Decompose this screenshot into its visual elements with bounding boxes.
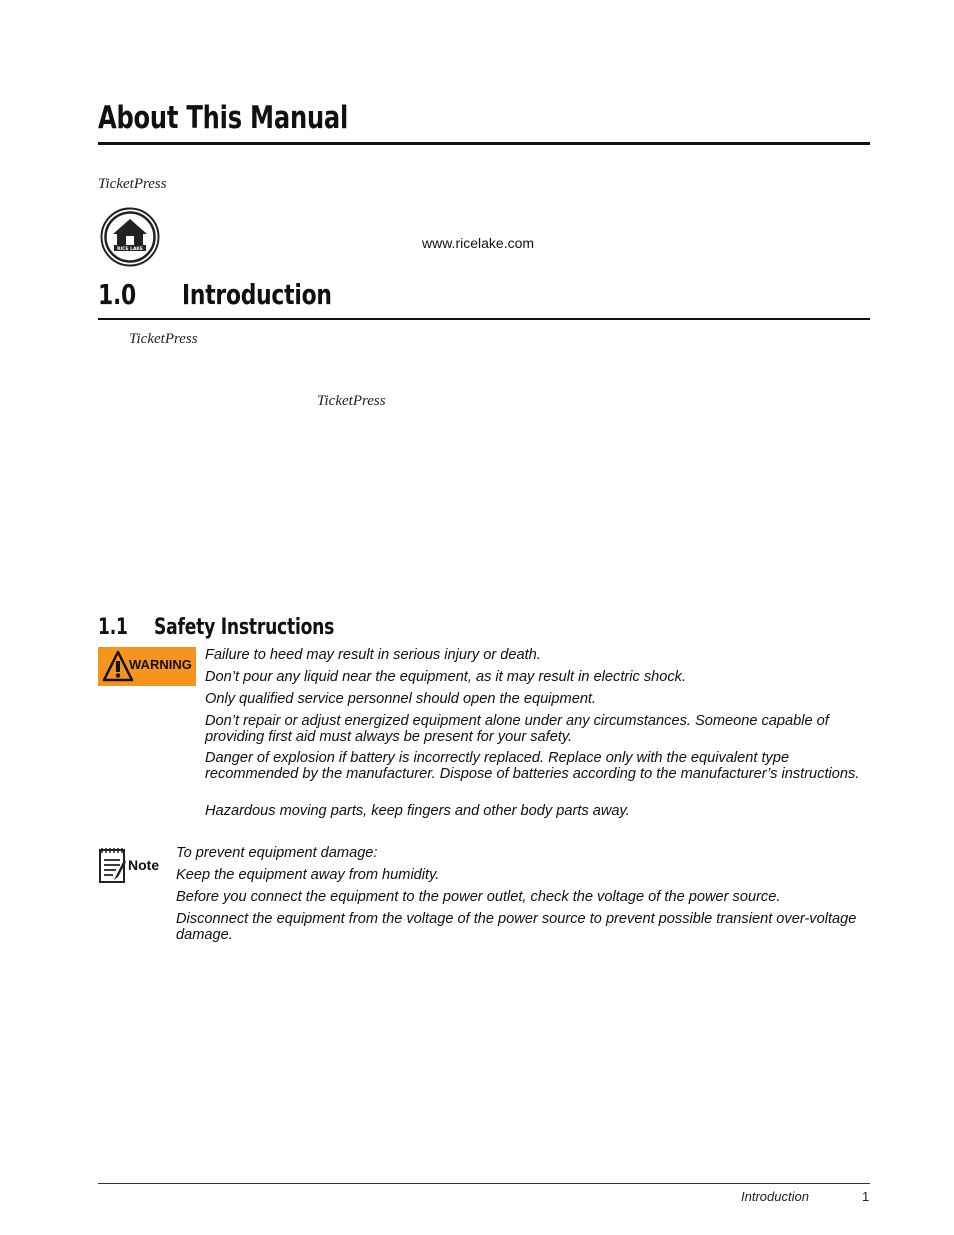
warning-item: Don’t pour any liquid near the equipment, as it may result in electric shock. [205, 669, 687, 685]
about-rule [98, 142, 870, 145]
footer-section-name: Introduction [741, 1189, 809, 1204]
svg-text:RICE LAKE: RICE LAKE [117, 247, 143, 252]
note-item: Disconnect the equipment from the voltage of the power source to prevent possible transient over-voltage damage. [176, 911, 857, 943]
intro-product-name-2: TicketPress [317, 393, 386, 409]
about-heading: About This Manual [98, 100, 349, 136]
footer-rule [98, 1183, 870, 1184]
warning-item: Hazardous moving parts, keep fingers and other body parts away. [205, 803, 630, 819]
page-number: 1 [862, 1189, 870, 1204]
warning-item: Only qualified service personnel should open the equipment. [205, 691, 597, 707]
about-product-name: TicketPress [98, 176, 167, 192]
safety-heading: Safety Instructions [154, 615, 335, 640]
note-label: Note [128, 857, 160, 873]
intro-section-number: 1.0 [98, 278, 136, 311]
warning-item: Failure to heed may result in serious injury or death. [205, 647, 541, 663]
intro-rule [98, 318, 870, 320]
rice-lake-logo [100, 207, 160, 267]
warning-list [205, 648, 873, 820]
warning-badge [98, 647, 196, 686]
warning-label: WARNING [129, 657, 192, 672]
note-item: Before you connect the equipment to the power outlet, check the voltage of the power source. [176, 889, 781, 905]
note-item: To prevent equipment damage: [176, 845, 378, 861]
website-link[interactable]: www.ricelake.com [422, 235, 535, 251]
note-item: Keep the equipment away from humidity. [176, 867, 440, 883]
warning-item: Don’t repair or adjust energized equipment alone under any circumstances. Someone capable of providing first aid must always be present for your safety. [205, 713, 829, 745]
intro-product-name-1: TicketPress [129, 331, 198, 347]
intro-heading: Introduction [182, 278, 332, 311]
safety-section-number: 1.1 [98, 615, 128, 640]
warning-item: Danger of explosion if battery is incorrectly replaced. Replace only with the equivalent type recommended by the manufacturer. Dispose of batteries according to the manufacturer’s instructions. [205, 750, 860, 782]
notepad-icon [98, 846, 128, 884]
note-badge [98, 846, 168, 886]
note-list [176, 846, 876, 943]
